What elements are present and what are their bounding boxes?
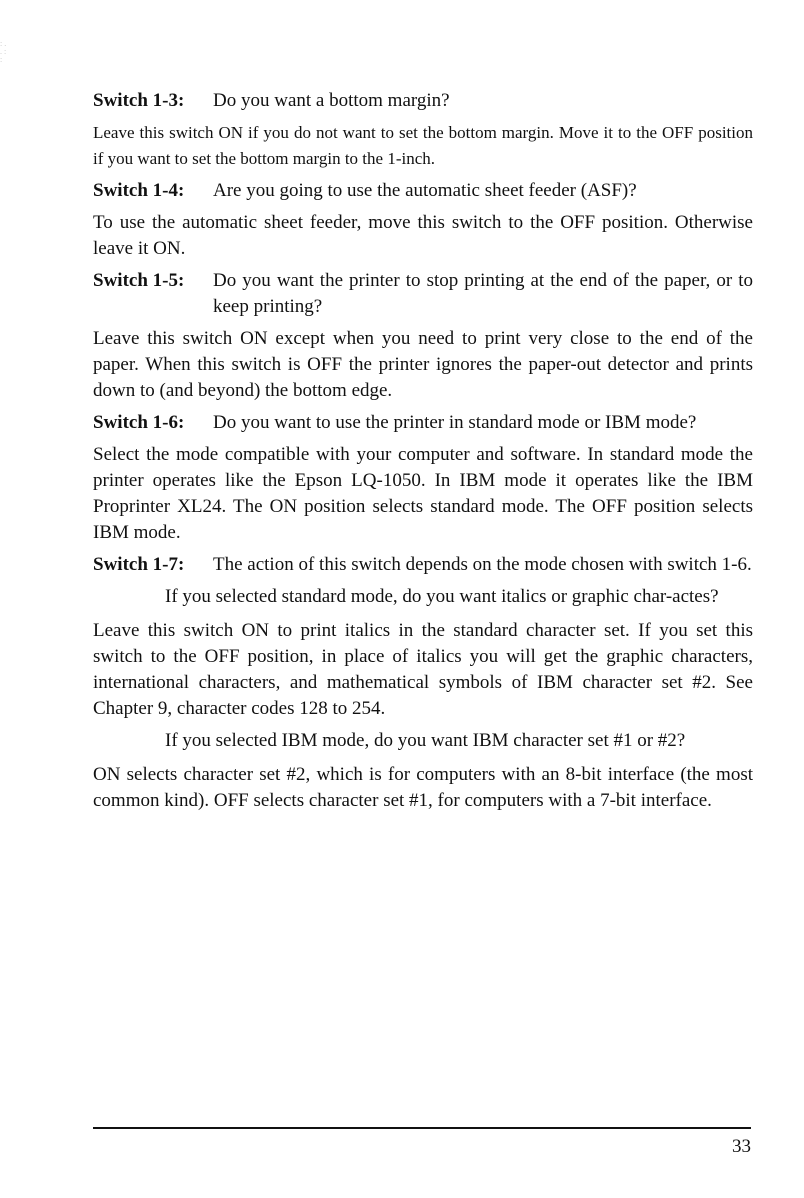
switch-1-4-heading (93, 178, 753, 204)
footer-divider (93, 1127, 751, 1129)
switch-1-7-standard-mode-question: If you selected standard mode, do you want italics or graphic char-actes? (165, 586, 719, 607)
switch-1-4-label: Switch 1-4: (93, 180, 185, 201)
switch-1-7-ibm-mode-question: If you selected IBM mode, do you want IBM character set #1 or #2? (165, 730, 686, 751)
switch-1-7-question: The action of this switch depends on the mode chosen with switch 1-6. (213, 554, 752, 575)
switch-1-7-standard-mode-description: Leave this switch ON to print italics in the standard character set. If you set this switch to the OFF position, in place of italics you will get the graphic characters, international characters, and mathematical symbols of IBM character set #2. See Chapter 9, character codes 128 to 254. (93, 620, 753, 719)
switch-1-3-question: Do you want a bottom margin? (213, 90, 450, 111)
switch-1-3-label: Switch 1-3: (93, 90, 185, 111)
switch-1-6-question: Do you want to use the printer in standard mode or IBM mode? (213, 412, 697, 433)
switch-1-5-heading (93, 268, 753, 320)
switch-1-7-ibm-mode-description: ON selects character set #2, which is for computers with an 8-bit interface (the most common kind). OFF selects character set #1, for computers with a 7-bit interface. (93, 764, 753, 811)
switch-1-5-label: Switch 1-5: (93, 270, 185, 291)
switch-1-6-label: Switch 1-6: (93, 412, 185, 433)
switch-1-4-description: To use the automatic sheet feeder, move this switch to the OFF position. Otherwise leave it ON. (93, 212, 753, 259)
switch-1-3-heading (93, 88, 753, 114)
page-content (93, 88, 753, 820)
page-number: 33 (732, 1136, 751, 1157)
switch-1-7-heading (93, 552, 753, 578)
scan-margin-marks: : . . : : (0, 39, 7, 64)
switch-1-3-description: Leave this switch ON if you do not want to set the bottom margin. Move it to the OFF position if you want to set the bottom margin to the 1-inch. (93, 123, 753, 168)
switch-1-6-heading (93, 410, 753, 436)
switch-1-6-description: Select the mode compatible with your computer and software. In standard mode the printer operates like the Epson LQ-1050. In IBM mode it operates like the IBM Proprinter XL24. The ON position selects standard mode. The OFF position selects IBM mode. (93, 444, 753, 543)
switch-1-5-description: Leave this switch ON except when you need to print very close to the end of the paper. When this switch is OFF the printer ignores the paper-out detector and prints down to (and beyond) the bottom edge. (93, 328, 753, 401)
switch-1-7-label: Switch 1-7: (93, 554, 185, 575)
switch-1-5-question: Do you want the printer to stop printing at the end of the paper, or to keep printing? (213, 270, 753, 317)
switch-1-4-question: Are you going to use the automatic sheet feeder (ASF)? (213, 180, 637, 201)
